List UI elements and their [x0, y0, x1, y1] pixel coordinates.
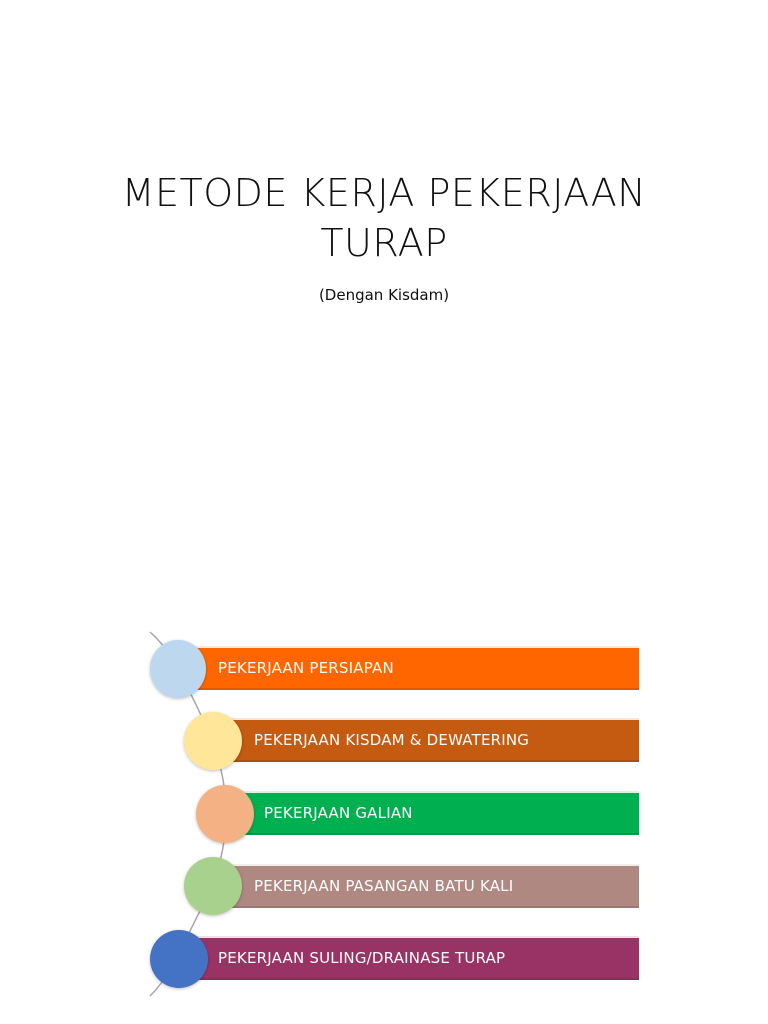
- step-bar-4: [230, 864, 639, 908]
- step-label-4: PEKERJAAN PASANGAN BATU KALI: [254, 877, 514, 895]
- step-label-2: PEKERJAAN KISDAM & DEWATERING: [254, 731, 530, 749]
- step-circle-1: [150, 640, 206, 698]
- step-label-1: PEKERJAAN PERSIAPAN: [218, 659, 394, 677]
- step-bar-3: [242, 791, 639, 835]
- step-label-3: PEKERJAAN GALIAN: [264, 804, 413, 822]
- step-bar-1: [196, 646, 639, 690]
- step-circle-5: [150, 930, 208, 988]
- title-line-1: METODE KERJA PEKERJAAN: [121, 171, 647, 215]
- step-circle-4: [184, 857, 242, 915]
- step-label-5: PEKERJAAN SULING/DRAINASE TURAP: [218, 949, 506, 967]
- step-circle-3: [196, 785, 254, 843]
- step-bar-5: [196, 936, 639, 980]
- step-circle-2: [184, 712, 242, 770]
- page-subtitle: (Dengan Kisdam): [318, 286, 450, 304]
- title-line-2: TURAP: [320, 221, 448, 265]
- step-bar-2: [230, 718, 639, 762]
- page-title: [0, 168, 768, 268]
